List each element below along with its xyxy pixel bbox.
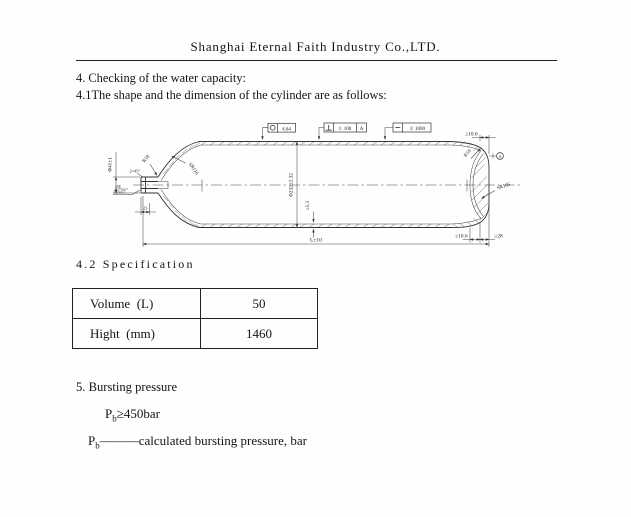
neck-diameter-label: Φ41±1 [107, 157, 114, 172]
inner-wall-bottom [161, 190, 481, 225]
base-min-label: ≥10.6 [455, 233, 468, 240]
r18-right-label: R18 [463, 148, 473, 159]
sr105-label: SR105 [496, 182, 512, 192]
section4-heading: 4. Checking of the water capacity: [76, 71, 246, 85]
formula-value: ≥450bar [116, 406, 160, 421]
bursting-pressure-formula [105, 406, 160, 422]
note-symbol: P [88, 433, 96, 448]
neck-length-label: 23 [143, 205, 148, 211]
company-header: Shanghai Eternal Faith Industry Co.,LTD. [190, 39, 441, 54]
thread-line2: DIN477 [113, 190, 126, 195]
spec-value-height: 1460 [201, 319, 318, 349]
straightness-callout [385, 123, 431, 140]
perpendicularity-value: 1: 100 [338, 127, 352, 133]
formula-symbol: P [105, 406, 113, 421]
table-row [73, 289, 318, 319]
base-thk-label: ≥28 [494, 233, 503, 240]
circularity-callout [263, 123, 296, 139]
section5-title: 5. Bursting pressure [76, 380, 178, 394]
body-diameter-dim [289, 142, 298, 228]
circularity-value: 4.64 [282, 127, 291, 133]
header-rule [76, 60, 557, 61]
wall-thickness-label: ≥5.3 [306, 201, 311, 210]
chamfer-label: 2×45° [129, 168, 141, 174]
section42-title: 4.2 Specification [76, 257, 195, 271]
hatch-bottom [201, 224, 450, 228]
shoulder-dim-label: ≥10.6 [465, 131, 478, 138]
base-dims [455, 222, 503, 243]
straightness-value: 3: 1000 [409, 127, 426, 133]
thread-line1: 25E [115, 184, 121, 189]
length-dim [143, 196, 489, 247]
datum-flag [489, 153, 503, 160]
wall-thickness-dim [306, 201, 314, 238]
spec-label-volume: Volume (L) [73, 289, 201, 319]
cylinder-outline [158, 142, 489, 228]
cylinder-drawing [95, 108, 565, 258]
note-text: ———calculated bursting pressure, bar [99, 433, 307, 448]
perpendicularity-datum: A [359, 127, 364, 133]
note-subscript: b [95, 440, 100, 451]
center-ticks [202, 180, 467, 192]
perpendicularity-callout [319, 123, 367, 140]
formula-subscript: b [112, 413, 117, 424]
hatch-base [472, 158, 489, 220]
body-diameter-label: Φ232±2.32 [288, 173, 295, 197]
r18-left-label: R18 [142, 154, 152, 164]
section41-text: 4.1The shape and the dimension of the cylinder are as follows: [76, 88, 387, 102]
inner-wall-top [161, 145, 481, 181]
hatch-top [201, 142, 450, 146]
spec-label-height: Hight (mm) [73, 319, 201, 349]
datum-flag-label: A [498, 153, 502, 159]
sr116-label: SR116 [187, 162, 199, 177]
neck-length-dim [135, 197, 156, 215]
specification-table [72, 288, 318, 349]
spec-value-volume: 50 [201, 289, 318, 319]
bursting-pressure-note [88, 433, 307, 449]
base-dish-inner [470, 151, 481, 219]
length-label: L±10 [310, 237, 322, 244]
table-row [73, 319, 318, 349]
